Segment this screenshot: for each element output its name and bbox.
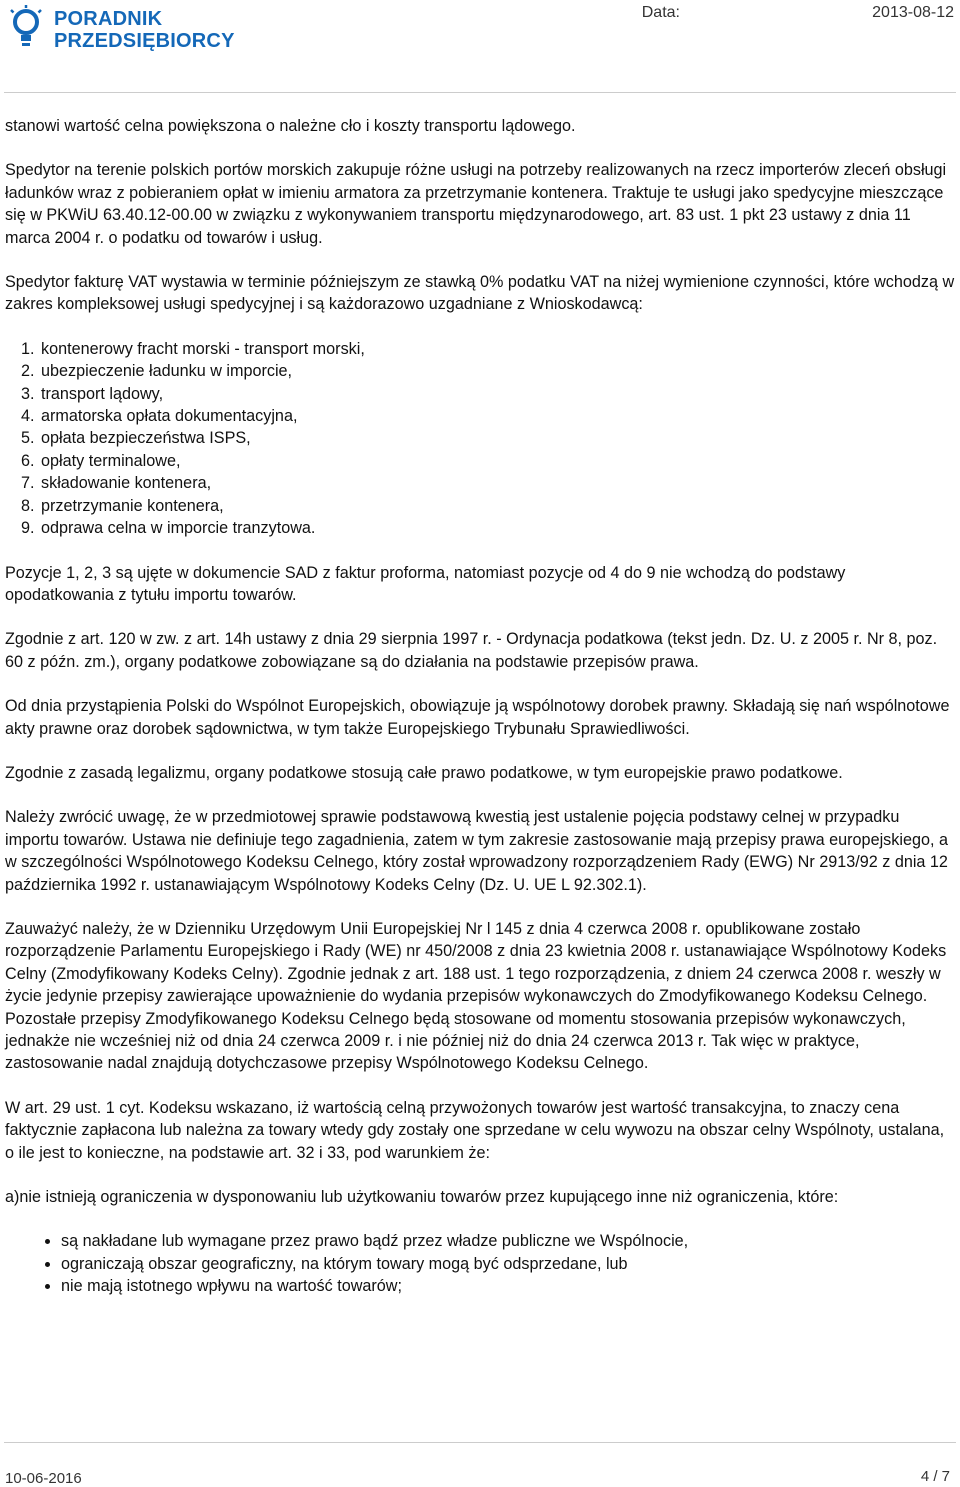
- document-body: [5, 115, 955, 1320]
- list-item: 9. odprawa celna w imporcie tranzytowa.: [39, 517, 955, 539]
- paragraph: Zgodnie z zasadą legalizmu, organy podatkowe stosują całe prawo podatkowe, w tym europejskie prawo podatkowe.: [5, 763, 843, 782]
- paragraph: Od dnia przystąpienia Polski do Wspólnot Europejskich, obowiązuje ją wspólnotowy dorobek prawny. Składają się nań wspólnotowe akty prawne oraz dorobek sądownictwa, w tym także Europejskiego Trybunału Sprawiedliwości.: [5, 697, 950, 738]
- paragraph: Spedytor fakturę VAT wystawia w terminie późniejszym ze stawką 0% podatku VAT na niżej wymienione czynności, które wchodzą w zakres kompleksowej usługi spedycyjnej i są każdorazowo uzgadniane z Wnioskodawcą:: [5, 273, 955, 314]
- list-item: 6. opłaty terminalowe,: [39, 450, 955, 472]
- paragraph: Pozycje 1, 2, 3 są ujęte w dokumencie SAD z faktur proforma, natomiast pozycje od 4 do 9 nie wchodzą do podstawy opodatkowania z tytułu importu towarów.: [5, 563, 846, 604]
- page-header: [0, 0, 960, 92]
- services-list: [5, 338, 955, 540]
- paragraph: Spedytor na terenie polskich portów morskich zakupuje różne usługi na potrzeby realizowanych na rzecz importerów zleceń obsługi ładunków wraz z pobieraniem opłat w imieniu armatora za przetrzymanie kontenera. Traktuje te usługi jako spedycyjne mieszczące się w PKWiU 63.40.12-00.00 w związku z wykonywaniem transportu międzynarodowego, art. 83 ust. 1 pkt 23 ustawy z dnia 11 marca 2004 r. o podatku od towarów i usług.: [5, 161, 947, 247]
- header-divider: [4, 92, 956, 93]
- logo-line-2: PRZEDSIĘBIORCY: [54, 30, 235, 52]
- footer-date: 10-06-2016: [5, 1470, 82, 1487]
- footer-divider: [4, 1442, 956, 1443]
- list-item: 2. ubezpieczenie ładunku w imporcie,: [39, 360, 955, 382]
- paragraph: W art. 29 ust. 1 cyt. Kodeksu wskazano, iż wartością celną przywożonych towarów jest wartość transakcyjna, to znaczy cena faktycznie zapłacona lub należna za towary wtedy gdy zostały one sprzedane w celu wywozu na obszar celny Wspólnoty, ustalana, o ile jest to konieczne, na podstawie art. 32 i 33, pod warunkiem że:: [5, 1098, 945, 1162]
- paragraph: stanowi wartość celna powiększona o należne cło i koszty transportu lądowego.: [5, 117, 576, 135]
- list-item: 5. opłata bezpieczeństwa ISPS,: [39, 427, 955, 449]
- paragraph: Zgodnie z art. 120 w zw. z art. 14h ustawy z dnia 29 sierpnia 1997 r. - Ordynacja podatkowa (tekst jedn. Dz. U. z 2005 r. Nr 8, poz. 60 z późn. zm.), organy podatkowe zobowiązane są do działania na podstawie przepisów prawa.: [5, 630, 938, 671]
- logo[interactable]: [6, 2, 236, 58]
- list-item: 7. składowanie kontenera,: [39, 472, 955, 494]
- list-item: 4. armatorska opłata dokumentacyjna,: [39, 405, 955, 427]
- date-label: Data:: [641, 4, 680, 21]
- list-item: 3. transport lądowy,: [39, 383, 955, 405]
- paragraph: a)nie istnieją ograniczenia w dysponowaniu lub użytkowaniu towarów przez kupującego inne niż ograniczenia, które:: [5, 1188, 839, 1207]
- list-item: 1. kontenerowy fracht morski - transport morski,: [39, 338, 955, 360]
- date-value: 2013-08-12: [872, 4, 954, 21]
- list-item: • nie mają istotnego wpływu na wartość towarów;: [61, 1275, 955, 1297]
- paragraph: Zauważyć należy, że w Dzienniku Urzędowym Unii Europejskiej Nr l 145 z dnia 4 czerwca 2008 r. opublikowane zostało rozporządzenie Parlamentu Europejskiego i Rady (WE) nr 450/2008 z dnia 23 kwietnia 2008 r. ustanawiające Wspólnotowy Kodeks Celny (Zmodyfikowany Kodeks Celny). Zgodnie jednak z art. 188 ust. 1 tego rozporządzenia, z dniem 24 czerwca 2008 r. weszły w życie jedynie przepisy zawierające upoważnienie do wydania przepisów wykonawczych do Zmodyfikowanego Kodeksu Celnego. Pozostałe przepisy Zmodyfikowanego Kodeksu Celnego będą stosowane od momentu stosowania przepisów wykonawczych, jednakże nie wcześniej niż od dnia 24 czerwca 2009 r. i nie później niż do dnia 24 czerwca 2013 r. Tak więc w praktyce, zastosowanie nadal znajdują dotychczasowe przepisy Wspólnotowego Kodeksu Celnego.: [5, 919, 947, 1073]
- logo-line-1: PORADNIK: [54, 8, 163, 30]
- page-number: 4 / 7: [920, 1468, 950, 1485]
- list-item: 8. przetrzymanie kontenera,: [39, 495, 955, 517]
- conditions-list: [5, 1230, 955, 1297]
- paragraph: Należy zwrócić uwagę, że w przedmiotowej sprawie podstawową kwestią jest ustalenie pojęcia podstawy celnej w przypadku importu towarów. Ustawa nie definiuje tego zagadnienia, zatem w tym zakresie zastosowanie mają przepisy prawa europejskiego, a w szczególności Wspólnotowego Kodeksu Celnego, który został wprowadzony rozporządzeniem Rady (EWG) Nr 2913/92 z dnia 12 października 1992 r. ustanawiającym Wspólnotowy Kodeks Celny (Dz. U. UE L 92.302.1).: [5, 808, 948, 894]
- list-item: • są nakładane lub wymagane przez prawo bądź przez władze publiczne we Wspólnocie,: [61, 1230, 955, 1252]
- list-item: • ograniczają obszar geograficzny, na którym towary mogą być odsprzedane, lub: [61, 1253, 955, 1275]
- lightbulb-icon: [6, 4, 46, 54]
